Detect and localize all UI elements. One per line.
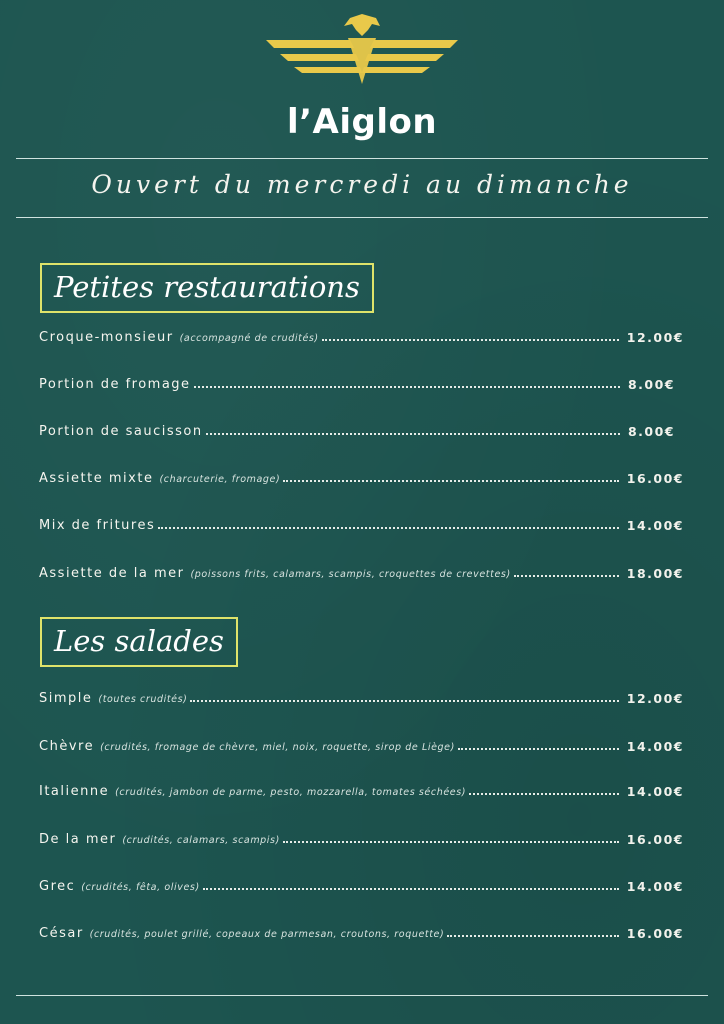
dot-leader bbox=[190, 700, 618, 702]
menu-item bbox=[39, 827, 684, 847]
item-description: (accompagné de crudités) bbox=[179, 333, 319, 344]
item-name: Simple bbox=[39, 691, 93, 706]
menu-item bbox=[39, 779, 684, 799]
menu-item bbox=[39, 419, 675, 439]
dot-leader bbox=[206, 433, 620, 435]
item-price: 14.00€ bbox=[626, 879, 684, 894]
dot-leader bbox=[469, 793, 619, 795]
item-name: Assiette mixte bbox=[39, 471, 154, 486]
item-price: 8.00€ bbox=[627, 424, 675, 439]
dot-leader bbox=[447, 935, 618, 937]
item-name: Chèvre bbox=[39, 739, 95, 754]
divider-top bbox=[16, 158, 708, 159]
item-description: (crudités, poulet grillé, copeaux de parmesan, croutons, roquette) bbox=[89, 929, 445, 940]
menu-item bbox=[39, 561, 684, 581]
item-price: 14.00€ bbox=[626, 784, 684, 799]
menu-item bbox=[39, 874, 684, 894]
opening-days: Ouvert du mercredi au dimanche bbox=[91, 170, 633, 199]
item-price: 8.00€ bbox=[627, 377, 675, 392]
dot-leader bbox=[514, 575, 619, 577]
menu-item bbox=[39, 686, 684, 706]
item-price: 18.00€ bbox=[626, 566, 684, 581]
item-name: Portion de saucisson bbox=[39, 424, 203, 439]
item-name: Portion de fromage bbox=[39, 377, 191, 392]
item-price: 16.00€ bbox=[626, 926, 684, 941]
item-price: 14.00€ bbox=[626, 518, 684, 533]
dot-leader bbox=[458, 748, 619, 750]
section-title-les-salades: Les salades bbox=[40, 617, 238, 667]
item-price: 12.00€ bbox=[626, 330, 684, 345]
eagle-wings-icon bbox=[264, 14, 460, 94]
item-name: Grec bbox=[39, 879, 76, 894]
item-name: César bbox=[39, 926, 84, 941]
logo bbox=[0, 14, 724, 142]
item-price: 16.00€ bbox=[626, 471, 684, 486]
menu-item bbox=[39, 325, 684, 345]
dot-leader bbox=[283, 480, 618, 482]
item-description: (crudités, fromage de chèvre, miel, noix, roquette, sirop de Liège) bbox=[100, 742, 455, 753]
dot-leader bbox=[194, 386, 620, 388]
dot-leader bbox=[283, 841, 619, 843]
menu-item bbox=[39, 466, 684, 486]
item-name: De la mer bbox=[39, 832, 117, 847]
item-name: Mix de fritures bbox=[39, 518, 156, 533]
item-description: (charcuterie, fromage) bbox=[159, 474, 281, 485]
item-description: (toutes crudités) bbox=[98, 694, 188, 705]
item-description: (crudités, calamars, scampis) bbox=[122, 835, 280, 846]
section-title-petites-restaurations: Petites restaurations bbox=[40, 263, 374, 313]
item-price: 14.00€ bbox=[626, 739, 684, 754]
dot-leader bbox=[158, 527, 619, 529]
menu-item bbox=[39, 921, 684, 941]
item-name: Croque-monsieur bbox=[39, 330, 174, 345]
item-description: (poissons frits, calamars, scampis, croquettes de crevettes) bbox=[190, 569, 511, 580]
menu-item bbox=[39, 734, 684, 754]
divider-bottom bbox=[16, 995, 708, 996]
brand-name: l’Aiglon bbox=[286, 102, 438, 142]
divider-tagline bbox=[16, 217, 708, 218]
item-price: 16.00€ bbox=[626, 832, 684, 847]
item-name: Italienne bbox=[39, 784, 110, 799]
menu-item bbox=[39, 513, 684, 533]
dot-leader bbox=[322, 339, 619, 341]
item-name: Assiette de la mer bbox=[39, 566, 185, 581]
item-description: (crudités, fêta, olives) bbox=[81, 882, 200, 893]
menu-item bbox=[39, 372, 675, 392]
item-description: (crudités, jambon de parme, pesto, mozzarella, tomates séchées) bbox=[115, 787, 467, 798]
item-price: 12.00€ bbox=[626, 691, 684, 706]
dot-leader bbox=[203, 888, 619, 890]
